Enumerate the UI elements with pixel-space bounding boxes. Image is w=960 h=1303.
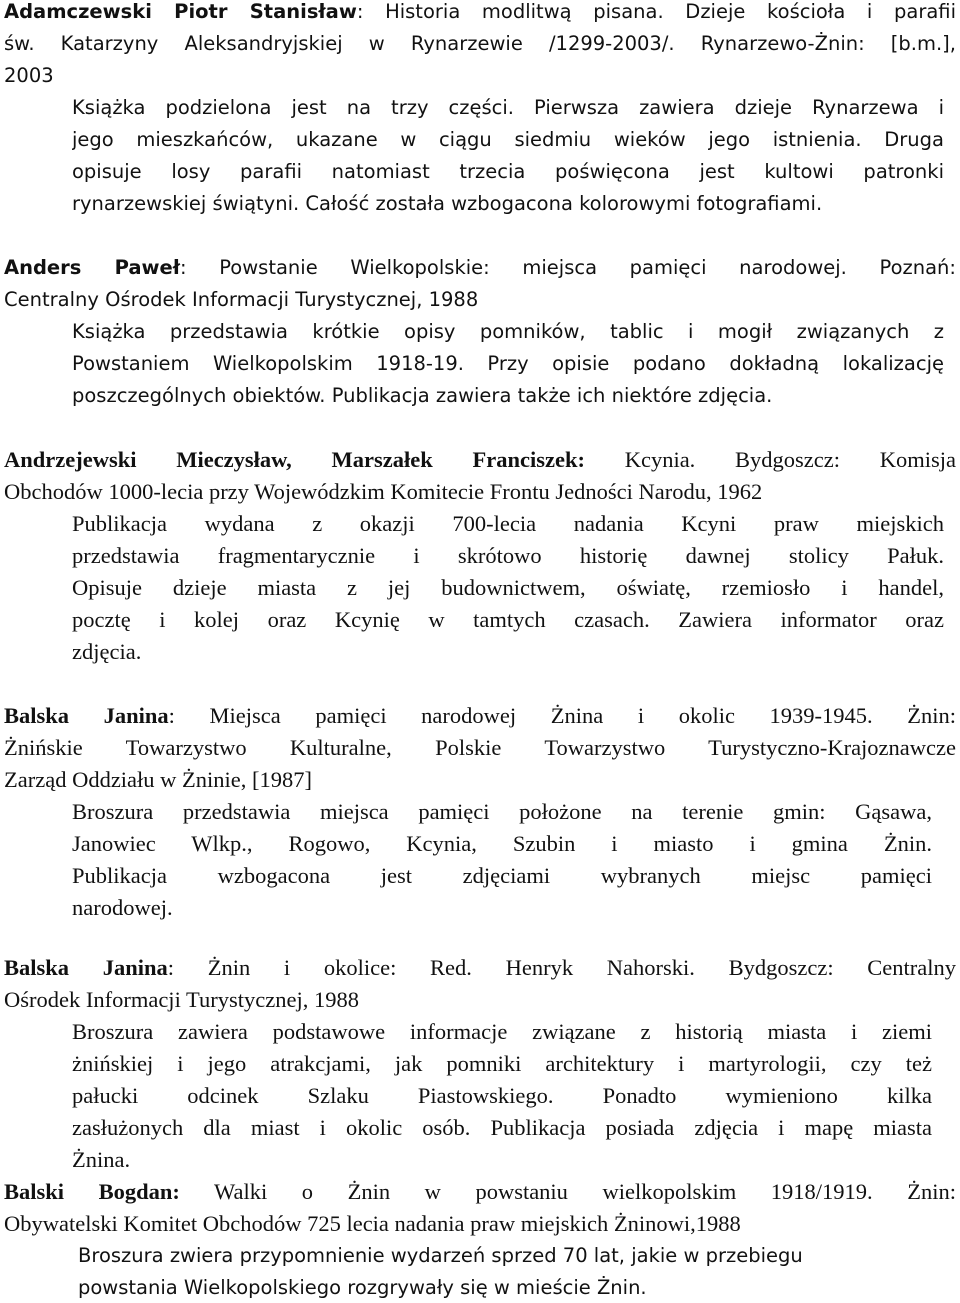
bibliography-entry: [4, 0, 956, 220]
description-line: pocztę i kolej oraz Kcynię w tamtych czasach. Zawiera informator oraz: [72, 607, 944, 632]
entry-description: [4, 316, 944, 412]
citation-line: św. Katarzyny Aleksandryjskiej w Rynarzewie /1299-2003/. Rynarzewo-Żnin: [b.m.],: [4, 32, 956, 55]
entry-author: Adamczewski Piotr Stanisław: [4, 0, 357, 23]
description-line: żnińskiej i jego atrakcjami, jak pomniki architektury i martyrologii, czy też: [72, 1051, 932, 1076]
entry-description: [4, 1016, 932, 1176]
description-line: poszczególnych obiektów. Publikacja zawiera także ich niektóre zdjęcia.: [72, 384, 773, 407]
description-line: przedstawia fragmentarycznie i skrótowo historię dawnej stolicy Pałuk.: [72, 543, 944, 568]
entry-author: Andrzejewski Mieczysław, Marszałek Franciszek:: [4, 447, 585, 472]
citation-line: Anders Paweł: Powstanie Wielkopolskie: miejsca pamięci narodowej. Poznań:: [4, 256, 956, 279]
description-line: pałucki odcinek Szlaku Piastowskiego. Ponadto wymieniono kilka: [72, 1083, 932, 1108]
description-line: Broszura zawiera podstawowe informacje związane z historią miasta i ziemi: [72, 1019, 932, 1044]
citation-line: Zarząd Oddziału w Żninie, [1987]: [4, 767, 313, 792]
description-line: Broszura przedstawia miejsca pamięci położone na terenie gmin: Gąsawa,: [72, 799, 932, 824]
entry-description: [4, 796, 932, 924]
citation-line: Balska Janina: Miejsca pamięci narodowej Żnina i okolic 1939-1945. Żnin:: [4, 703, 956, 728]
citation-line: Żnińskie Towarzystwo Kulturalne, Polskie Towarzystwo Turystyczno-Krajoznawcze: [4, 735, 956, 760]
bibliography-entry: [4, 700, 956, 924]
description-line: Publikacja wzbogacona jest zdjęciami wybranych miejsc pamięci: [72, 863, 932, 888]
description-line: Książka przedstawia krótkie opisy pomników, tablic i mogił związanych z: [72, 320, 944, 343]
description-line: Publikacja wydana z okazji 700-lecia nadania Kcyni praw miejskich: [72, 511, 944, 536]
description-line: Opisuje dzieje miasta z jej budownictwem, oświatę, rzemiosło i handel,: [72, 575, 944, 600]
entry-author: Balski Bogdan:: [4, 1179, 180, 1204]
entry-description: [4, 92, 944, 220]
citation-line: Adamczewski Piotr Stanisław: Historia modlitwą pisana. Dzieje kościoła i parafii: [4, 0, 956, 23]
description-line: powstania Wielkopolskiego rozgrywały się w mieście Żnin.: [78, 1276, 647, 1299]
citation-line: Andrzejewski Mieczysław, Marszałek Franciszek: Kcynia. Bydgoszcz: Komisja: [4, 447, 956, 472]
citation-line: Obywatelski Komitet Obchodów 725 lecia nadania praw miejskich Żninowi,1988: [4, 1211, 741, 1236]
description-line: zdjęcia.: [72, 639, 142, 664]
citation-line: Obchodów 1000-lecia przy Wojewódzkim Komitecie Frontu Jedności Narodu, 1962: [4, 479, 763, 504]
citation-line: 2003: [4, 64, 54, 87]
description-line: opisuje losy parafii natomiast trzecia poświęcona jest kultowi patronki: [72, 160, 944, 183]
description-line: Powstaniem Wielkopolskim 1918-19. Przy opisie podano dokładną lokalizację: [72, 352, 944, 375]
description-line: Książka podzielona jest na trzy części. Pierwsza zawiera dzieje Rynarzewa i: [72, 96, 944, 119]
description-line: Janowiec Wlkp., Rogowo, Kcynia, Szubin i miasto i gmina Żnin.: [72, 831, 932, 856]
citation-line: Balska Janina: Żnin i okolice: Red. Henryk Nahorski. Bydgoszcz: Centralny: [4, 955, 956, 980]
citation-line: Centralny Ośrodek Informacji Turystycznej, 1988: [4, 288, 479, 311]
description-line: Broszura zwiera przypomnienie wydarzeń sprzed 70 lat, jakie w przebiegu: [78, 1244, 803, 1267]
citation-line: Balski Bogdan: Walki o Żnin w powstaniu wielkopolskim 1918/1919. Żnin:: [4, 1179, 956, 1204]
entry-author: Balska Janina: [4, 703, 169, 728]
description-line: narodowej.: [72, 895, 173, 920]
bibliography-entry: [4, 1176, 956, 1303]
entry-author: Anders Paweł: [4, 256, 181, 279]
entry-author: Balska Janina: [4, 955, 168, 980]
bibliography-entry: [4, 444, 956, 668]
description-line: zasłużonych dla miast i okolic osób. Publikacja posiada zdjęcia i mapę miasta: [72, 1115, 932, 1140]
description-line: jego mieszkańców, ukazane w ciągu siedmiu wieków jego istnienia. Druga: [72, 128, 944, 151]
bibliography-entry: [4, 952, 956, 1176]
entry-description: [4, 1240, 938, 1303]
entry-description: [4, 508, 944, 668]
description-line: Żnina.: [72, 1147, 131, 1172]
description-line: rynarzewskiej świątyni. Całość została wzbogacona kolorowymi fotografiami.: [72, 192, 823, 215]
citation-line: Ośrodek Informacji Turystycznej, 1988: [4, 987, 359, 1012]
bibliography-entry: [4, 252, 956, 412]
